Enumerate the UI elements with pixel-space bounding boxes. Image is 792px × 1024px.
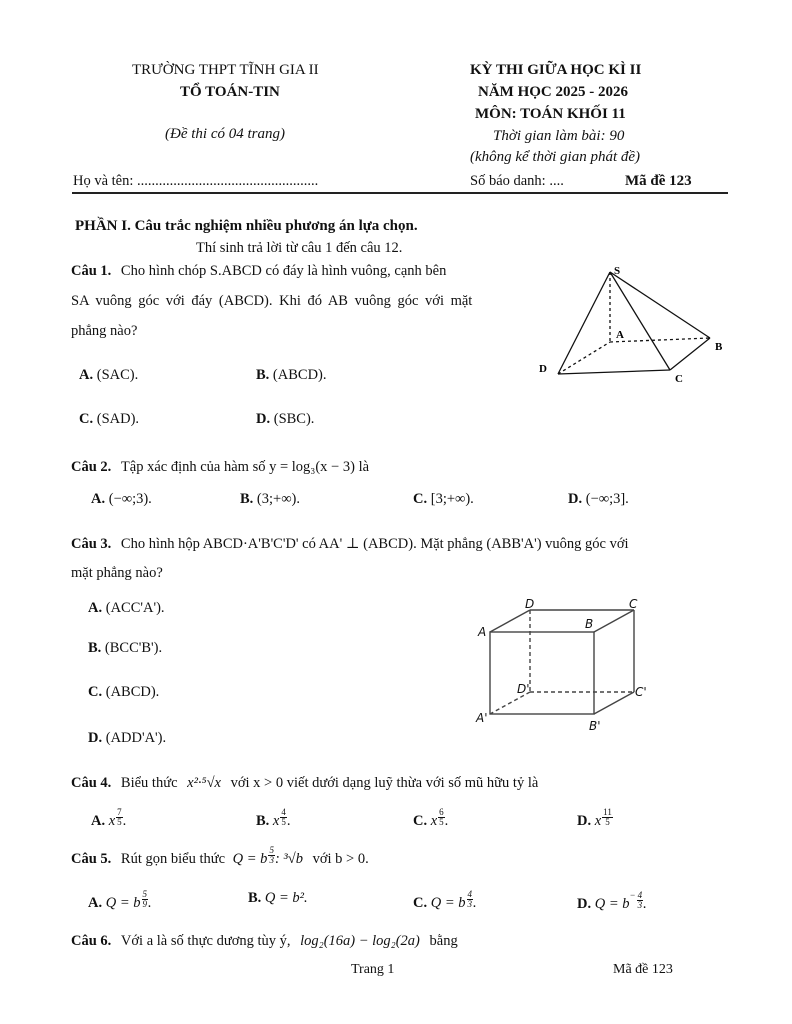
q4-option-a[interactable]: A. x $\frac{7}{5}$ .: [91, 807, 127, 829]
student-name-field[interactable]: Họ và tên: ..................................................: [73, 173, 319, 189]
q2-option-d[interactable]: D. (−∞;3].: [568, 491, 629, 507]
q1-option-d[interactable]: D. (SBC).: [256, 411, 315, 427]
box-vertex-d: D: [525, 597, 535, 611]
q2-option-b[interactable]: B. (3;+∞).: [240, 491, 300, 507]
q3-option-b[interactable]: B. (BCC'B').: [88, 640, 163, 656]
q5-option-d[interactable]: D. Q = b− $\frac{4}{3}$ .: [577, 890, 647, 912]
school-year: NĂM HỌC 2025 - 2026: [478, 84, 628, 100]
q3-option-d[interactable]: D. (ADD'A').: [88, 730, 167, 746]
footer-page-number: Trang 1: [351, 962, 395, 977]
box-vertex-b1: B': [589, 719, 601, 733]
question-5: Câu 5. Rút gọn biểu thức Q = b $\frac{5}{3}$ : ³√b với b > 0.: [71, 845, 369, 867]
question-1-line2: SA vuông góc với đáy (ABCD). Khi đó AB vuông góc với mặt: [71, 293, 473, 309]
box-figure: [472, 596, 652, 741]
vertex-s-label: S: [614, 265, 621, 277]
q4-option-d[interactable]: D. x $\frac{11}{5}$: [577, 807, 612, 829]
question-text: Cho hình hộp ABCD·A'B'C'D' có AA' ⊥ (ABCD). Mặt phẳng (ABB'A') vuông góc với: [120, 536, 629, 552]
q4-option-b[interactable]: B. x $\frac{4}{5}$ .: [256, 807, 291, 829]
subject: MÔN: TOÁN KHỐI 11: [475, 106, 626, 122]
question-text: Cho hình chóp S.ABCD có đáy là hình vuông, cạnh bên: [120, 263, 447, 279]
department-name: TỔ TOÁN-TIN: [180, 84, 280, 100]
exam-title: KỲ THI GIỮA HỌC KÌ II: [470, 62, 642, 78]
q4-expression: x²·⁵√x: [187, 775, 221, 791]
q1-option-c[interactable]: C. (SAD).: [79, 411, 140, 427]
box-vertex-a1: A': [476, 711, 488, 725]
school-name: TRƯỜNG THPT TĨNH GIA II: [132, 62, 319, 78]
q5-expression: Q = b $\frac{5}{3}$ : ³√b: [232, 845, 303, 867]
question-label: Câu 1.: [71, 263, 112, 279]
header-divider: [72, 192, 728, 194]
vertex-d-label: D: [539, 363, 547, 375]
question-text: Tập xác định của hàm số y = log₃(x − 3) là: [120, 459, 370, 475]
vertex-a-label: A: [616, 329, 624, 341]
q5-option-c[interactable]: C. Q = b $\frac{4}{3}$ .: [413, 889, 477, 911]
q4-option-c[interactable]: C. x $\frac{6}{5}$ .: [413, 807, 449, 829]
question-1: [71, 263, 446, 280]
question-2: Câu 2. Tập xác định của hàm số y = log₃(x − 3) là: [71, 459, 370, 475]
box-vertex-c1: C': [635, 685, 647, 699]
exam-time-note: (không kể thời gian phát đề): [470, 149, 641, 165]
box-vertex-b: B: [585, 617, 594, 631]
pyramid-figure: [530, 258, 740, 388]
box-vertex-a: A: [478, 625, 487, 639]
page-count-note: (Đề thi có 04 trang): [165, 126, 285, 142]
student-id-field[interactable]: Số báo danh: ....: [470, 173, 564, 189]
question-4: Câu 4. Biểu thức x²·⁵√x với x > 0 viết dưới dạng luỹ thừa với số mũ hữu tỷ là: [71, 775, 539, 791]
q6-expression: log₂(16a) − log₂(2a): [300, 933, 420, 949]
q5-option-b[interactable]: B. Q = b².: [248, 890, 308, 906]
vertex-c-label: C: [675, 373, 683, 385]
q2-option-a[interactable]: A. (−∞;3).: [91, 491, 152, 507]
footer-exam-code: Mã đề 123: [613, 962, 673, 977]
q1-option-a[interactable]: A. (SAC).: [79, 367, 139, 383]
exam-code: Mã đề 123: [625, 173, 692, 189]
box-vertex-c: C: [629, 597, 638, 611]
part1-title: PHẦN I. Câu trắc nghiệm nhiều phương án lựa chọn.: [75, 218, 418, 234]
q1-option-b[interactable]: B. (ABCD).: [256, 367, 327, 383]
question-6: Câu 6. Với a là số thực dương tùy ý, log₂(16a) − log₂(2a) bằng: [71, 933, 458, 949]
part1-instruction: Thí sinh trả lời từ câu 1 đến câu 12.: [196, 240, 403, 256]
box-vertex-d1: D': [517, 682, 530, 696]
question-3-line2: mặt phẳng nào?: [71, 565, 163, 581]
exam-time: Thời gian làm bài: 90: [493, 128, 625, 144]
q5-option-a[interactable]: A. Q = b $\frac{5}{9}$ .: [88, 889, 152, 911]
q3-option-c[interactable]: C. (ABCD).: [88, 684, 160, 700]
q2-option-c[interactable]: C. [3;+∞).: [413, 491, 474, 507]
question-1-line3: phẳng nào?: [71, 323, 138, 339]
vertex-b-label: B: [715, 341, 723, 353]
q3-option-a[interactable]: A. (ACC'A').: [88, 600, 165, 616]
question-3: Câu 3. Cho hình hộp ABCD·A'B'C'D' có AA' ⊥ (ABCD). Mặt phẳng (ABB'A') vuông góc với: [71, 536, 629, 552]
